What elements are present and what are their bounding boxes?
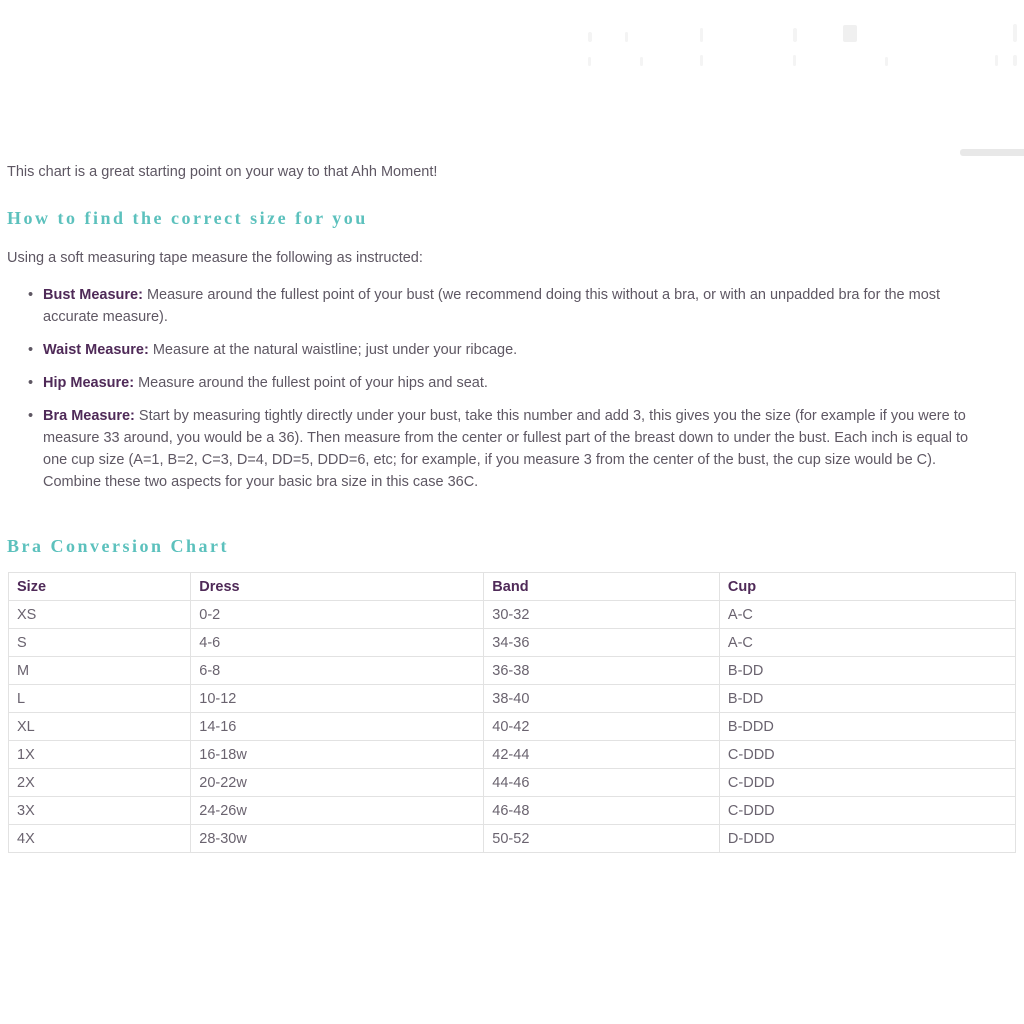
table-cell: B-DD xyxy=(719,685,1015,713)
waist-measure-label: Waist Measure: xyxy=(43,342,149,358)
table-cell: 46-48 xyxy=(484,797,720,825)
table-cell: L xyxy=(9,685,191,713)
column-header-size: Size xyxy=(9,573,191,601)
table-row xyxy=(9,741,1016,769)
table-cell: 1X xyxy=(9,741,191,769)
hip-measure-text: Measure around the fullest point of your hips and seat. xyxy=(134,375,488,391)
bust-measure-text: Measure around the fullest point of your bust (we recommend doing this without a bra, or with an unpadded bra for the most accurate measure). xyxy=(43,287,941,325)
table-cell: C-DDD xyxy=(719,769,1015,797)
faded-artifact xyxy=(1013,55,1017,66)
table-cell: D-DDD xyxy=(719,825,1015,853)
table-cell: 40-42 xyxy=(484,713,720,741)
column-header-band: Band xyxy=(484,573,720,601)
table-row xyxy=(9,797,1016,825)
table-cell: 28-30w xyxy=(191,825,484,853)
list-item-bust xyxy=(7,284,992,328)
how-to-heading: How to find the correct size for you xyxy=(7,208,368,228)
table-cell: 14-16 xyxy=(191,713,484,741)
table-cell: 4-6 xyxy=(191,629,484,657)
table-cell: 3X xyxy=(9,797,191,825)
faded-artifact xyxy=(995,55,998,66)
table-cell: 20-22w xyxy=(191,769,484,797)
table-cell: C-DDD xyxy=(719,741,1015,769)
faded-artifact xyxy=(843,25,857,42)
table-row xyxy=(9,825,1016,853)
table-row xyxy=(9,657,1016,685)
intro-text: This chart is a great starting point on your way to that Ahh Moment! xyxy=(7,164,438,180)
faded-artifact xyxy=(700,55,703,66)
bust-measure-label: Bust Measure: xyxy=(43,287,143,303)
table-cell: 24-26w xyxy=(191,797,484,825)
faded-artifact xyxy=(625,32,628,42)
column-header-cup: Cup xyxy=(719,573,1015,601)
bra-measure-label: Bra Measure: xyxy=(43,408,135,424)
table-cell: XS xyxy=(9,601,191,629)
table-cell: 2X xyxy=(9,769,191,797)
table-cell: 38-40 xyxy=(484,685,720,713)
table-header-row xyxy=(9,573,1016,601)
table-cell: 6-8 xyxy=(191,657,484,685)
table-cell: 42-44 xyxy=(484,741,720,769)
table-cell: A-C xyxy=(719,601,1015,629)
list-item-hip xyxy=(7,372,992,394)
bra-measure-text: Start by measuring tightly directly under your bust, take this number and add 3, this gives you the size (for example if you were to measure 33 around, you would be a 36). Then measure from the center or fullest part of the breast down to under the bust. Each inch is equal to one cup size (A=1, B=2, C=3, D=4, DD=5, DDD=6, etc; for example, if you measure 3 from the center of the bust, the cup size would be C). Combine these two aspects for your basic bra size in this case 36C. xyxy=(43,408,969,490)
conversion-chart-heading: Bra Conversion Chart xyxy=(7,536,229,556)
table-cell: 0-2 xyxy=(191,601,484,629)
faded-artifact xyxy=(640,57,643,66)
faded-artifact xyxy=(588,57,591,66)
faded-artifact xyxy=(700,28,703,42)
hip-measure-label: Hip Measure: xyxy=(43,375,135,391)
table-cell: 30-32 xyxy=(484,601,720,629)
table-row xyxy=(9,685,1016,713)
table-cell: B-DD xyxy=(719,657,1015,685)
table-cell: 34-36 xyxy=(484,629,720,657)
table-row xyxy=(9,629,1016,657)
table-cell: 4X xyxy=(9,825,191,853)
table-cell: S xyxy=(9,629,191,657)
table-cell: M xyxy=(9,657,191,685)
list-item-bra xyxy=(7,405,992,493)
table-row xyxy=(9,601,1016,629)
table-row xyxy=(9,713,1016,741)
table-cell: 10-12 xyxy=(191,685,484,713)
scrollbar-fragment[interactable] xyxy=(960,149,1024,156)
faded-artifact xyxy=(793,28,797,42)
faded-artifact xyxy=(885,57,888,66)
measure-list xyxy=(7,284,992,504)
bra-conversion-table xyxy=(8,572,1016,853)
column-header-dress: Dress xyxy=(191,573,484,601)
faded-artifact xyxy=(1013,24,1017,42)
table-cell: 44-46 xyxy=(484,769,720,797)
table-cell: C-DDD xyxy=(719,797,1015,825)
conversion-table-body xyxy=(9,601,1016,853)
table-cell: 36-38 xyxy=(484,657,720,685)
lead-text: Using a soft measuring tape measure the following as instructed: xyxy=(7,250,423,266)
table-cell: 16-18w xyxy=(191,741,484,769)
faded-artifact xyxy=(588,32,592,42)
list-item-waist xyxy=(7,339,992,361)
waist-measure-text: Measure at the natural waistline; just under your ribcage. xyxy=(148,342,518,358)
table-cell: B-DDD xyxy=(719,713,1015,741)
table-cell: 50-52 xyxy=(484,825,720,853)
table-cell: A-C xyxy=(719,629,1015,657)
faded-artifact xyxy=(793,55,796,66)
table-cell: XL xyxy=(9,713,191,741)
table-row xyxy=(9,769,1016,797)
